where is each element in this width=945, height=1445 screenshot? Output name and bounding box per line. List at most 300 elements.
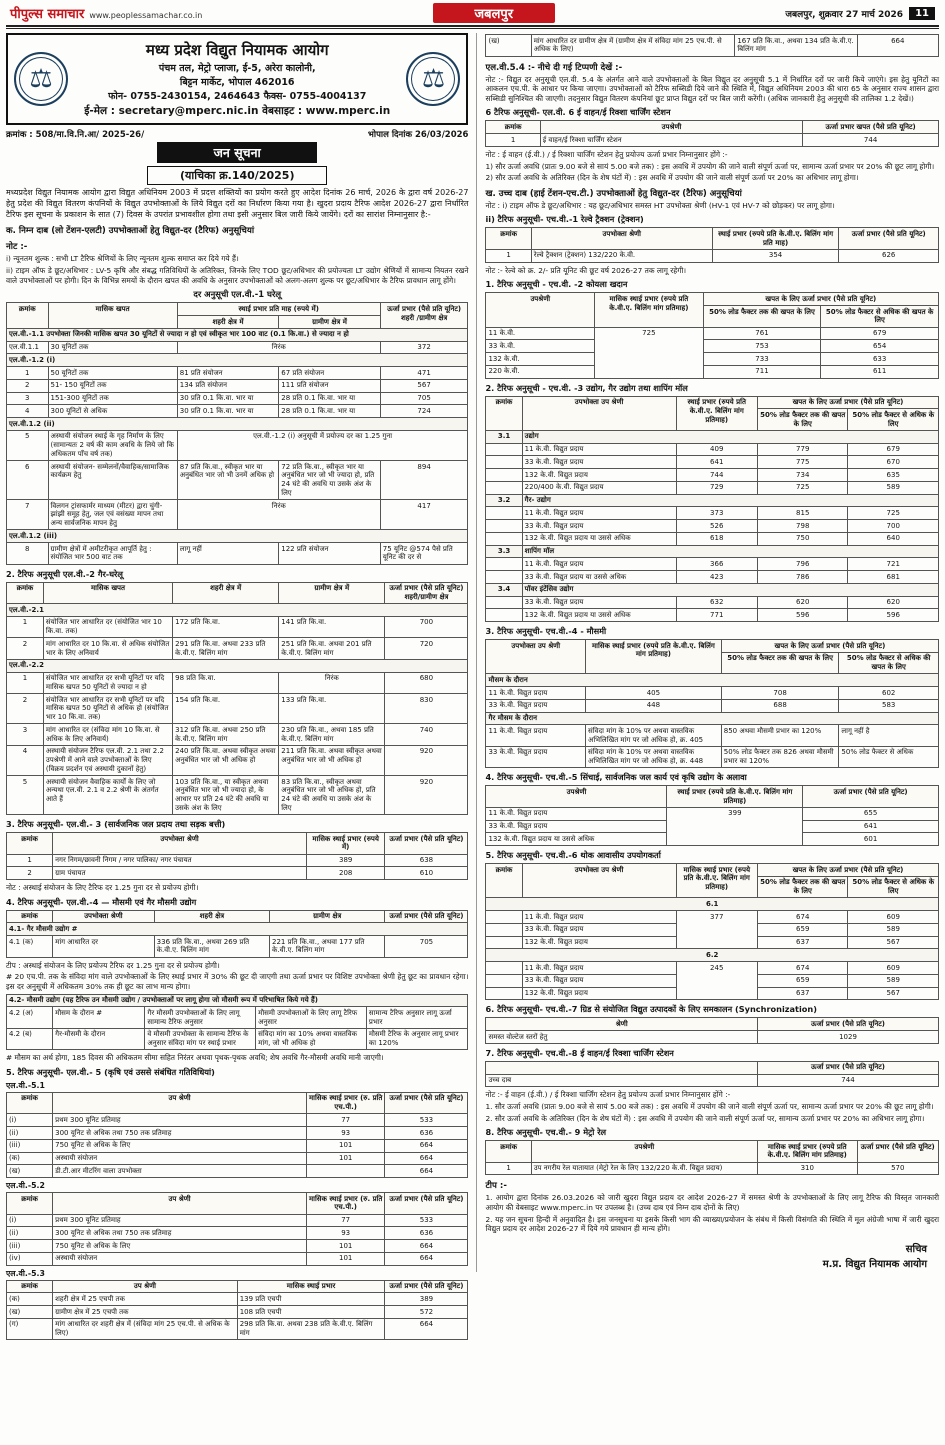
table-cell: 4.2- मौसमी उद्योग (यह टैरिफ उन मौसमी उद्योग / उपभोक्ताओं पर लागू होगा जो मौसमी रूप में परिभाषित किये गये हैं)	[7, 994, 468, 1007]
commission-email-website: ई-मेल : secretary@mperc.nic.in वेबसाइट : www.mperc.in	[84, 105, 391, 117]
table-cell	[486, 987, 522, 1000]
table-cell: 33 के.वी. विद्युत प्रदाय	[486, 699, 586, 712]
table-cell: उप नगरीय रेल यातायात (मेट्रो रेल के लिए 132/220 के.वी. विद्युत प्रदाय)	[531, 1162, 757, 1175]
table-cell: 377	[676, 911, 757, 949]
public-notice-title: जन सूचना	[157, 142, 317, 163]
table-cell: 389	[306, 854, 384, 867]
hv9-title: 8. टैरिफ अनुसूची- एच.वी.- 9 मेट्रो रेल	[485, 1127, 607, 1138]
hv5-irrigation-table	[485, 785, 939, 846]
lv5-2-label: एल.वी.-5.2	[6, 1181, 45, 1191]
table-cell: 72 प्रति कि.वा., स्वीकृत भार या अनुबंधित भार जो भी ज्यादा हो, प्रति 24 घंटे की अवधि या उसके अंश के लिए	[279, 461, 381, 500]
hv2-title: 1. टैरिफ अनुसूची - एच.वी. -2 कोयला खदान	[485, 279, 628, 290]
table-cell: 679	[821, 327, 939, 340]
table-cell: 336 प्रति कि.वा., अथवा 269 प्रति के.वी.ए. बिलिंग मांग	[154, 936, 269, 958]
table-cell: गैर- उद्योग	[522, 494, 938, 507]
table-header-cell: क्रमांक	[486, 864, 522, 898]
table-cell: 4.2 (ब)	[7, 1028, 53, 1050]
table-cell: 654	[821, 340, 939, 353]
table-cell: 87 प्रति कि.वा., स्वीकृत भार या अनुबंधित भार जो भी उनमें अधिक हो	[177, 461, 279, 500]
table-cell	[486, 571, 522, 584]
table-cell: मांग आधारित दर शहरी क्षेत्र में (संविदा मांग 25 एच.पी. से अधिक के लिए)	[53, 1318, 238, 1340]
table-cell: 583	[839, 699, 939, 712]
table-cell: संविदा मांग के 10% पर अथवा वास्तविक अभिलिखित मांग पर जो अधिक हो, क्र. 405	[586, 725, 722, 747]
table-cell: 2	[7, 867, 53, 880]
commission-phone: फोन- 0755-2430154, 2464643 फैक्स- 0755-4004137	[108, 91, 367, 102]
tip-label: टीप :-	[485, 1181, 507, 1192]
table-cell: 172 प्रति कि.वा.	[173, 616, 279, 638]
table-cell	[486, 456, 522, 469]
table-cell: 81 प्रति संयोजन	[177, 367, 279, 380]
ev-note: नोट : ई वाहन (ई.वी.) / ई रिक्शा चार्जिंग स्टेशन हेतु प्रयोज्य ऊर्जा प्रभार निम्नानुसार होंगे :-	[485, 149, 728, 159]
table-header-cell: क्रमांक	[486, 228, 531, 250]
table-cell: 5	[7, 776, 44, 815]
table-cell: संयोजित भार आधारित दर सभी यूनिटों पर यदि मासिक खपत 50 यूनिटों से अधिक हो (संयोजित भार 10 कि.वा. तक)	[43, 694, 172, 724]
table-cell: 700	[848, 520, 939, 533]
table-cell: 920	[385, 745, 468, 775]
table-cell: 4	[7, 745, 44, 775]
table-cell: 734	[757, 469, 848, 482]
table-cell: 2	[7, 638, 44, 660]
table-header-cell: ऊर्जा प्रभार (पैसे प्रति यूनिट)	[385, 1193, 468, 1215]
table-cell: समस्त वोल्टेज स्तरों हेतु	[486, 1031, 758, 1044]
table-cell: निरंक	[177, 341, 380, 354]
table-cell: ग्रामीण क्षेत्रों में अमीटरीकृत आपूर्ति हेतु : संयोजित भार 500 वाट तक	[48, 543, 177, 565]
table-header-cell: शहरी क्षेत्र	[154, 910, 269, 923]
table-cell: 3.4	[486, 583, 522, 596]
table-cell	[486, 507, 522, 520]
table-header-cell: उपभोक्ता उप श्रेणी	[522, 396, 676, 430]
table-header-cell: ऊर्जा प्रभार (पैसे प्रति यूनिट)	[385, 833, 468, 855]
table-cell	[486, 609, 522, 622]
table-cell: 33 के.वी. विद्युत प्रदाय	[486, 746, 586, 768]
table-header-cell: मासिक स्थाई प्रभार (रुपये में)	[306, 833, 384, 855]
table-cell: अस्थायी संयोजन वैवाहिक कार्यों के लिए जो अन्यथा एल.वी. 2.1 व 2.2 श्रेणी के अंतर्गत आते हैं	[43, 776, 172, 815]
table-header-cell: ग्रामीण क्षेत्र में	[279, 582, 385, 604]
note-minimum-charge: i) न्यूनतम शुल्क : सभी LT टैरिफ श्रेणियों के लिए न्यूनतम शुल्क समाप्त कर दिये गये हैं।	[6, 254, 239, 264]
table-cell: 298 प्रति कि.वा. अथवा 238 प्रति के.वी.ए. बिलिंग मांग	[237, 1318, 385, 1340]
table-cell: ई वाहन/ई रिक्शा चार्जिंग स्टेशन	[540, 134, 802, 147]
table-cell: 708	[721, 687, 839, 700]
table-header-cell: खपत के लिए ऊर्जा प्रभार (पैसे प्रति यूनिट)	[757, 396, 938, 409]
table-cell: 108 प्रति एचपी	[237, 1306, 385, 1319]
table-cell: 679	[848, 443, 939, 456]
table-cell: 11 के.वी. विद्युत प्रदाय	[522, 507, 676, 520]
table-header-cell: उप श्रेणी	[53, 1193, 307, 1215]
table-header-cell: उप श्रेणी	[53, 1092, 307, 1114]
signature-block	[485, 1242, 939, 1272]
table-header-cell: खपत के लिए ऊर्जा प्रभार (पैसे प्रति यूनिट)	[757, 864, 938, 877]
table-header-cell: स्थाई प्रभार प्रति माह (रुपये में)	[177, 303, 380, 316]
table-cell: 1	[7, 367, 49, 380]
table-cell: (क)	[7, 1152, 53, 1165]
table-cell: मौसमी उपभोक्ताओं के लिए लागू टैरिफ अनुसार	[256, 1007, 367, 1029]
table-header-cell: खपत के लिए ऊर्जा प्रभार (पैसे प्रति यूनिट)	[721, 640, 938, 653]
table-cell: नगर निगम/छावनी निगम / नगर पालिका/ नगर पंचायत	[53, 854, 307, 867]
table-cell: 1029	[757, 1031, 938, 1044]
tip-1: 1. आयोग द्वारा दिनांक 26.03.2026 को जारी खुदरा विद्युत प्रदाय दर आदेश 2026-27 में समस्त श्रेणी के उपभोक्ताओं के लिए लागू टैरिफ की विस्तृत जानकारी आयोग की वेबसाइट www.mperc.in पर उपलब्ध है। (उच्च दाब एवं निम्न दाब दोनों के लिए)	[485, 1193, 939, 1212]
table-cell: मौसमी टैरिफ के अनुसार लागू प्रभार का 120%	[366, 1028, 468, 1050]
table-cell: 240 प्रति कि.वा. अथवा स्वीकृत अथवा अनुबंधित भार जो भी अधिक हो	[173, 745, 279, 775]
page-number: 11	[909, 7, 935, 20]
lv5-4-label: एल.वी.5.4 :- नीचे दी गई टिप्पणी देखें :-	[485, 62, 623, 73]
table-cell: 1	[7, 672, 44, 694]
table-cell: 423	[676, 571, 757, 584]
table-cell: 4.1- गैर मौसमी उद्योग #	[7, 923, 468, 936]
table-header-cell: क्रमांक	[7, 582, 44, 604]
table-cell: 611	[821, 365, 939, 378]
dateline-text: जबलपुर, शुक्रवार 27 मार्च 2026	[785, 9, 904, 20]
masthead-rule	[6, 25, 939, 29]
table-cell: 33 के.वी. विद्युत प्रदाय	[522, 923, 676, 936]
right-column	[476, 33, 939, 1272]
table-cell	[486, 936, 522, 949]
table-cell: (ग)	[7, 1318, 53, 1340]
table-cell: 366	[676, 558, 757, 571]
table-header-cell: ऊर्जा प्रभार (पैसे प्रति यूनिट)	[757, 1061, 938, 1074]
table-cell	[306, 1165, 384, 1178]
table-cell: (iii)	[7, 1240, 53, 1253]
table-header-cell: उपभोक्ता श्रेणी	[531, 228, 712, 250]
table-cell: 3.2	[486, 494, 522, 507]
table-cell: 640	[848, 532, 939, 545]
table-header-cell: ऊर्जा प्रभार (पैसे प्रति यूनिट)	[803, 786, 939, 808]
table-cell: (ii)	[7, 1227, 53, 1240]
table-cell: 134 प्रति संयोजन	[177, 379, 279, 392]
table-header-cell: 50% लोड फैक्टर तक की खपत के लिए	[757, 876, 848, 898]
table-header-cell: मासिक स्थाई प्रभार (रुपये प्रति के.वी.ए. बिलिंग मांग प्रतिमाह)	[676, 864, 757, 898]
table-header-cell: मासिक स्थाई प्रभार (रुपये प्रति के.वी.ए. बिलिंग मांग प्रतिमाह)	[586, 640, 722, 674]
hv1-railway-table	[485, 227, 939, 262]
table-cell: 83 प्रति कि.वा., स्वीकृत अथवा अनुबंधित भार जो भी अधिक हो, प्रति 24 घंटे की अवधि या उसके अंश के लिए	[279, 776, 385, 815]
hv9-metro-rail-table	[485, 1140, 939, 1175]
table-cell: 33 के.वी. विद्युत प्रदाय	[522, 520, 676, 533]
table-cell: अस्थायी संयोजन- सम्मेलनों/वैवाहिक/सामाजिक कार्यक्रम हेतु	[48, 461, 177, 500]
table-cell: मौसम के दौरान #	[53, 1007, 145, 1029]
table-cell: 680	[385, 672, 468, 694]
table-cell: 753	[703, 340, 821, 353]
table-cell: 67 प्रति संयोजन	[279, 367, 381, 380]
table-cell: 744	[803, 134, 939, 147]
lv1-title: दर अनुसूची एल.वी.-1 घरेलू	[193, 289, 282, 300]
table-cell: 132 के.वी. विद्युत प्रदाय	[522, 936, 676, 949]
table-cell: 567	[848, 936, 939, 949]
table-header-cell: क्रमांक	[7, 833, 53, 855]
table-cell: 796	[757, 558, 848, 571]
table-cell: एल.वी.1.1	[7, 341, 49, 354]
newspaper-brand	[10, 4, 202, 22]
table-cell: ग्रामीण क्षेत्र में 25 एचपी तक	[53, 1306, 238, 1319]
table-cell: 6	[7, 461, 49, 500]
table-cell: 700	[385, 616, 468, 638]
table-cell: एल.वी.1.2 (ii)	[7, 418, 468, 431]
table-cell: 132 के.वी. विद्युत प्रदाय या उससे अधिक	[486, 833, 667, 846]
table-cell: 389	[385, 1293, 468, 1306]
lv1-domestic-table	[6, 302, 468, 564]
table-header-cell: ऊर्जा प्रभार (पैसे प्रति यूनिट) शहरी/ग्रामीण क्षेत्र	[385, 582, 468, 604]
left-column	[6, 33, 468, 1343]
hv8-note: नोट :- ई वाहन (ई.वी.) / ई रिक्शा चार्जिंग स्टेशन हेतु प्रयोज्य ऊर्जा प्रभार निम्नानुसार होंगे :-	[485, 1090, 731, 1100]
table-cell: अस्थायी संयोजन टैरिफ एल.वी. 2.1 तथा 2.2 उपश्रेणी में आने वाले उपभोक्ताओं के लिए (विक्रय प्रदर्शन एवं अस्थायी दुकानों हेतु)	[43, 745, 172, 775]
table-cell: 101	[306, 1152, 384, 1165]
table-header-cell: मासिक स्थाई प्रभार (रुपये प्रति के.वी.ए. बिलिंग मांग प्रतिमाह)	[757, 1141, 857, 1163]
table-cell: 567	[848, 987, 939, 1000]
table-cell: 533	[385, 1114, 468, 1127]
table-cell: 373	[676, 507, 757, 520]
table-header-cell: 50% लोड फैक्टर से अधिक की खपत के लिए	[839, 652, 939, 674]
table-cell: 724	[380, 405, 468, 418]
table-cell: 2	[7, 694, 44, 724]
table-cell: वे मौसमी उपभोक्ता के सामान्य टैरिफ के अनुसार संविदा मांग पर स्थाई प्रभार	[145, 1028, 256, 1050]
table-cell: 220/400 के.वी. विद्युत प्रदाय	[522, 481, 676, 494]
table-cell: 721	[848, 558, 939, 571]
table-cell: 30 प्रति 0.1 कि.वा. भार या	[177, 405, 279, 418]
commission-address-2: बिट्टन मार्केट, भोपाल 462016	[179, 77, 295, 88]
hv6-title: 5. टैरिफ अनुसूची- एच.वी.-6 थोक आवासीय उपयोगकर्ता	[485, 850, 661, 860]
ht-tod-note: नोट : i) टाइम ऑफ डे छूट/अधिभार : यह छूट/अधिभार समस्त HT उपभोक्ता श्रेणी (HV-1 एवं HV-7 को छोड़कर) पर लागू होगा।	[485, 200, 835, 210]
table-cell: 4	[7, 405, 49, 418]
table-cell: 894	[380, 461, 468, 500]
table-cell: 208	[306, 867, 384, 880]
table-cell: 151-300 यूनिटों तक	[48, 392, 177, 405]
lv4-seasonal-note: # मौसम का अर्थ होगा, 185 दिवस की अधिकतम सीमा सहित निरंतर अथवा पृथक-पृथक अवधि; शेष अवधि गैर-मौसमी अवधि मानी जाएगी।	[6, 1053, 384, 1063]
table-cell: पॉवर इंटेंसिव उद्योग	[522, 583, 938, 596]
table-cell: 533	[385, 1214, 468, 1227]
lv4-seasonal-table	[6, 994, 468, 1051]
dateline	[785, 7, 935, 20]
table-cell: 28 प्रति 0.1 कि.वा. भार या	[279, 405, 381, 418]
note-tod: ii) टाइम ऑफ डे छूट/अधिभार : LV-5 कृषि और संबद्ध गतिविधियों के अतिरिक्त, जिनके लिए TOD छूट/अधिभार की प्रयोज्यता LT उद्योग श्रेणियों में सामान्य नियतन रखने वाले उपभोक्ताओं पर होगी। दिन के विभिन्न समयों के दौरान खपत की अवधि के अनुसार उपभोक्ताओं को अलग-अलग शुल्क पर छूट/अधिभार के टैरिफ प्रावधान लागू होंगे।	[6, 266, 469, 285]
table-cell	[486, 520, 522, 533]
table-cell: 221 प्रति कि.वा., अथवा 177 प्रति के.वी.ए. बिलिंग मांग	[270, 936, 385, 958]
table-cell: (ख)	[7, 1165, 53, 1178]
table-cell: 771	[676, 609, 757, 622]
table-cell	[486, 911, 522, 924]
table-header-cell: क्रमांक	[486, 396, 522, 430]
table-cell: 635	[848, 469, 939, 482]
table-header-cell: ग्रामीण क्षेत्र में	[279, 316, 381, 329]
table-header-cell: 50% लोड फैक्टर तक की खपत के लिए	[703, 306, 821, 328]
table-cell: 567	[380, 379, 468, 392]
table-cell: 11 के.वी. विद्युत प्रदाय	[486, 725, 586, 747]
table-cell: मांग आधारित दर ग्रामीण क्षेत्र में (ग्रामीण क्षेत्र में संविदा मांग 25 एच.पी. से अधिक के लिए)	[531, 35, 735, 57]
table-cell: 609	[848, 911, 939, 924]
table-header-cell: मासिक स्थाई प्रभार (रु. प्रति एच.पी.)	[306, 1193, 384, 1215]
table-header-cell: उपश्रेणी	[486, 786, 667, 808]
table-header-cell: क्रमांक	[486, 1141, 531, 1163]
table-cell: 310	[757, 1162, 857, 1175]
table-cell: 637	[757, 936, 848, 949]
table-cell	[486, 596, 522, 609]
table-cell: (iv)	[7, 1252, 53, 1265]
table-cell: 602	[839, 687, 939, 700]
lv4-title: 4. टैरिफ अनुसूची- एल.वी.-4 — मौसमी एवं गैर मौसमी उद्योग	[6, 896, 197, 907]
table-cell: उद्योग	[522, 430, 938, 443]
table-cell: निरंक	[279, 672, 385, 694]
table-cell: डी.टी.आर मीटरिंग वाला उपभोक्ता	[53, 1165, 307, 1178]
table-header-cell: क्रमांक	[7, 1193, 53, 1215]
table-cell: 815	[757, 507, 848, 520]
table-header-cell: उपश्रेणी	[540, 121, 802, 134]
table-cell: 609	[848, 962, 939, 975]
table-cell: 11 के.वी. विद्युत प्रदाय	[522, 911, 676, 924]
mperc-emblem-right-icon: ⚖	[406, 52, 460, 106]
table-header-cell: क्रमांक	[7, 910, 53, 923]
table-cell: 1	[486, 249, 531, 262]
table-header-cell: खपत के लिए ऊर्जा प्रभार (पैसे प्रति यूनिट)	[703, 293, 938, 306]
hv5-title: 4. टैरिफ अनुसूची- एच.वी.-5 सिंचाई, सार्वजनिक जल कार्य एवं कृषि उद्योग के अलावा	[485, 772, 747, 783]
table-cell: 33 के.वी. विद्युत प्रदाय	[522, 974, 676, 987]
table-header-cell: मासिक स्थाई प्रभार	[237, 1280, 385, 1293]
table-cell: 471	[380, 367, 468, 380]
table-cell: संविदा मांग का 10% अथवा वास्तविक मांग, जो भी अधिक हो	[256, 1028, 367, 1050]
table-cell: 111 प्रति संयोजन	[279, 379, 381, 392]
table-cell: 30 प्रति 0.1 कि.वा. भार या	[177, 392, 279, 405]
table-cell	[486, 532, 522, 545]
table-cell: प्रथम 300 यूनिट प्रतिमाह	[53, 1214, 307, 1227]
table-cell: 372	[380, 341, 468, 354]
table-cell: 744	[676, 469, 757, 482]
table-cell: 132 के.वी. विद्युत प्रदाय या उससे अधिक	[522, 609, 676, 622]
table-cell: 681	[848, 571, 939, 584]
lv3-title: 3. टैरिफ अनुसूची- एल.वी.- 3 (सार्वजनिक जल प्रदाय तथा सड़क बत्ती)	[6, 819, 226, 830]
table-cell: 775	[757, 456, 848, 469]
table-cell: 744	[757, 1074, 938, 1087]
table-header-cell: उपभोक्ता श्रेणी	[53, 833, 307, 855]
lv4-note-1: टीप : अस्थाई संयोजन के लिए प्रयोज्य टैरिफ दर 1.25 गुना दर से प्रयोज्य होगी।	[6, 960, 220, 970]
table-cell: (i)	[7, 1114, 53, 1127]
hv1-note: नोट :- रेल्वे को क्र. 2/- प्रति यूनिट की छूट वर्ष 2026-27 तक लागू रहेगी।	[485, 265, 687, 275]
table-cell: 740	[385, 724, 468, 746]
table-cell: 3.1	[486, 430, 522, 443]
table-header-cell: 50% लोड फैक्टर से अधिक की खपत के लिए	[821, 306, 939, 328]
table-header-cell: उपभोक्ता उप श्रेणी	[522, 864, 676, 898]
table-cell: 733	[703, 353, 821, 366]
table-header-cell: 50% लोड फैक्टर से अधिक के लिए	[848, 876, 939, 898]
table-header-cell: स्थाई प्रभार (रुपये प्रति के.वी.ए. बिलिंग मांग प्रति माह)	[712, 228, 839, 250]
table-cell: अस्थायी संयोजन	[53, 1152, 307, 1165]
table-header-cell: 50% लोड फैक्टर तक की खपत के लिए	[757, 409, 848, 431]
table-cell: 409	[676, 443, 757, 456]
table-header-cell: शहरी क्षेत्र में	[173, 582, 279, 604]
brand-url: www.peoplessamachar.co.in	[89, 11, 203, 20]
table-cell	[486, 443, 522, 456]
table-cell: 1	[486, 134, 540, 147]
table-cell: 659	[757, 923, 848, 936]
table-cell: 300 यूनिट से अधिक तथा 750 तक प्रतिमाह	[53, 1127, 307, 1140]
table-cell: 626	[839, 249, 939, 262]
table-cell	[486, 962, 522, 975]
lv5-3-table	[6, 1280, 468, 1341]
table-cell: (क)	[7, 1293, 53, 1306]
table-cell: एल.वी.-2.2	[7, 659, 468, 672]
table-cell: 132 के.वी. विद्युत प्रदाय या उससे अधिक	[522, 532, 676, 545]
hv1-title: ii) टैरिफ अनुसूची- एच.वी.-1 रेल्वे ट्रैक्शन (ट्रेक्शन)	[485, 214, 644, 225]
table-cell: 448	[586, 699, 722, 712]
table-cell: रेल्वे ट्रैक्शन (ट्रेक्शन) 132/220 के.वी.	[531, 249, 712, 262]
ht-section-heading: ख. उच्च दाब (हाई टेंशन-एच.टी.) उपभोक्ताओं हेतु विद्युत-दर (टैरिफ) अनुसूचियां	[485, 188, 742, 199]
table-cell: 132 के.वी.	[486, 353, 595, 366]
table-cell: 6.1	[486, 898, 939, 911]
table-cell: 572	[385, 1306, 468, 1319]
table-cell: 5	[7, 430, 49, 460]
table-cell: 633	[821, 353, 939, 366]
table-header-cell: मासिक खपत	[43, 582, 172, 604]
table-cell: 798	[757, 520, 848, 533]
hv8-note-2: 2. सौर ऊर्जा अवधि के अतिरिक्त (दिन के शेष घंटों में) : इस अवधि में उपयोग की जाने वाली संपूर्ण ऊर्जा पर, सामान्य ऊर्जा प्रभार पर 20% का अधिभार लागू होगा।	[485, 1113, 925, 1123]
table-cell: (i)	[7, 1214, 53, 1227]
table-cell: 11 के.वी.	[486, 327, 595, 340]
lv3-water-streetlight-table	[6, 832, 468, 880]
table-cell: सामान्य टैरिफ अनुसार लागू ऊर्जा प्रभार	[366, 1007, 468, 1029]
table-cell	[486, 481, 522, 494]
hv3-title: 2. टैरिफ अनुसूची - एच.वी. -3 उद्योग, गैर उद्योग तथा शापिंग मॉल	[485, 382, 688, 393]
table-cell: 670	[848, 456, 939, 469]
table-cell: 674	[757, 911, 848, 924]
table-cell: 167 प्रति कि.वा., अथवा 134 प्रति के.वी.ए. बिलिंग मांग	[735, 35, 857, 57]
table-cell: 101	[306, 1252, 384, 1265]
table-cell: 1	[7, 616, 44, 638]
table-cell: 705	[380, 392, 468, 405]
table-cell: 28 प्रति 0.1 कि.वा. भार या	[279, 392, 381, 405]
mperc-emblem-left-icon: ⚖	[14, 52, 68, 106]
table-cell: 11 के.वी. विद्युत प्रदाय	[486, 687, 586, 700]
table-cell: (ख)	[7, 1306, 53, 1319]
table-cell: एल.वी.1.2 (iii)	[7, 530, 468, 543]
table-cell: 98 प्रति कि.वा.	[173, 672, 279, 694]
table-header-cell: उपश्रेणी	[531, 1141, 757, 1163]
table-cell: 636	[385, 1127, 468, 1140]
notes-label: नोट :-	[6, 242, 28, 253]
table-cell: गैर-मौसमी के दौरान	[53, 1028, 145, 1050]
table-cell: 601	[803, 833, 939, 846]
table-cell: 211 प्रति कि.वा. अथवा स्वीकृत अथवा अनुबंधित भार जो भी अधिक हो	[279, 745, 385, 775]
table-cell: 75 यूनिट @574 पैसे प्रति यूनिट की दर से	[380, 543, 468, 565]
table-header-cell: ऊर्जा प्रभार खपत (पैसे प्रति यूनिट)	[803, 121, 939, 134]
lv2-title: 2. टैरिफ अनुसूची एल.वी.-2 गैर-घरेलू	[6, 568, 123, 579]
table-cell: 1	[7, 854, 53, 867]
table-cell: 2	[7, 379, 49, 392]
table-cell: 641	[803, 820, 939, 833]
table-cell: 11 के.वी. विद्युत प्रदाय	[522, 962, 676, 975]
hv8-title: 7. टैरिफ अनुसूची- एच.वी.-8 ई वाहन/ई रिक्शा चार्जिंग स्टेशन	[485, 1047, 674, 1058]
table-header-cell: ऊर्जा प्रभार (पैसे प्रति यूनिट)	[385, 1092, 468, 1114]
table-header-cell: ऊर्जा प्रभार (पैसे प्रति यूनिट)	[839, 228, 939, 250]
table-cell: 33 के.वी. विद्युत प्रदाय	[522, 456, 676, 469]
table-cell: 33 के.वी. विद्युत प्रदाय	[522, 596, 676, 609]
table-cell	[486, 469, 522, 482]
lv5-1-label: एल.वी.-5.1	[6, 1080, 45, 1090]
table-cell: 641	[676, 456, 757, 469]
signature-designation: सचिव	[905, 1243, 927, 1255]
table-cell: 750 यूनिट से अधिक के लिए	[53, 1240, 307, 1253]
table-header-cell: उपभोक्ता श्रेणी	[53, 910, 155, 923]
table-cell: 417	[380, 500, 468, 530]
table-cell: 11 के.वी. विद्युत प्रदाय	[486, 807, 667, 820]
table-cell: 750	[757, 532, 848, 545]
table-header-cell: मासिक स्थाई प्रभार (रु. प्रति एच.पी.)	[306, 1092, 384, 1114]
table-cell: शहरी क्षेत्र में 25 एचपी तक	[53, 1293, 238, 1306]
table-header-cell: उप श्रेणी	[53, 1280, 238, 1293]
table-cell: प्रथम 300 यूनिट प्रतिमाह	[53, 1114, 307, 1127]
table-cell: 779	[757, 443, 848, 456]
table-header-cell: ऊर्जा प्रभार (पैसे प्रति यूनिट)	[385, 910, 468, 923]
petition-number: (याचिका क्र.140/2025)	[147, 166, 327, 185]
table-cell: एल.वी.-1.1 उपभोक्ता जिनकी मासिक खपत 30 यूनिटों से ज्यादा न हो एवं स्वीकृत भार 100 वाट (0.1 कि.वा.) से ज्यादा न हो	[7, 328, 468, 341]
table-cell: 3	[7, 392, 49, 405]
table-cell: 101	[306, 1240, 384, 1253]
table-cell: 30 यूनिटों तक	[48, 341, 177, 354]
hv2-coal-mine-table	[485, 292, 939, 378]
